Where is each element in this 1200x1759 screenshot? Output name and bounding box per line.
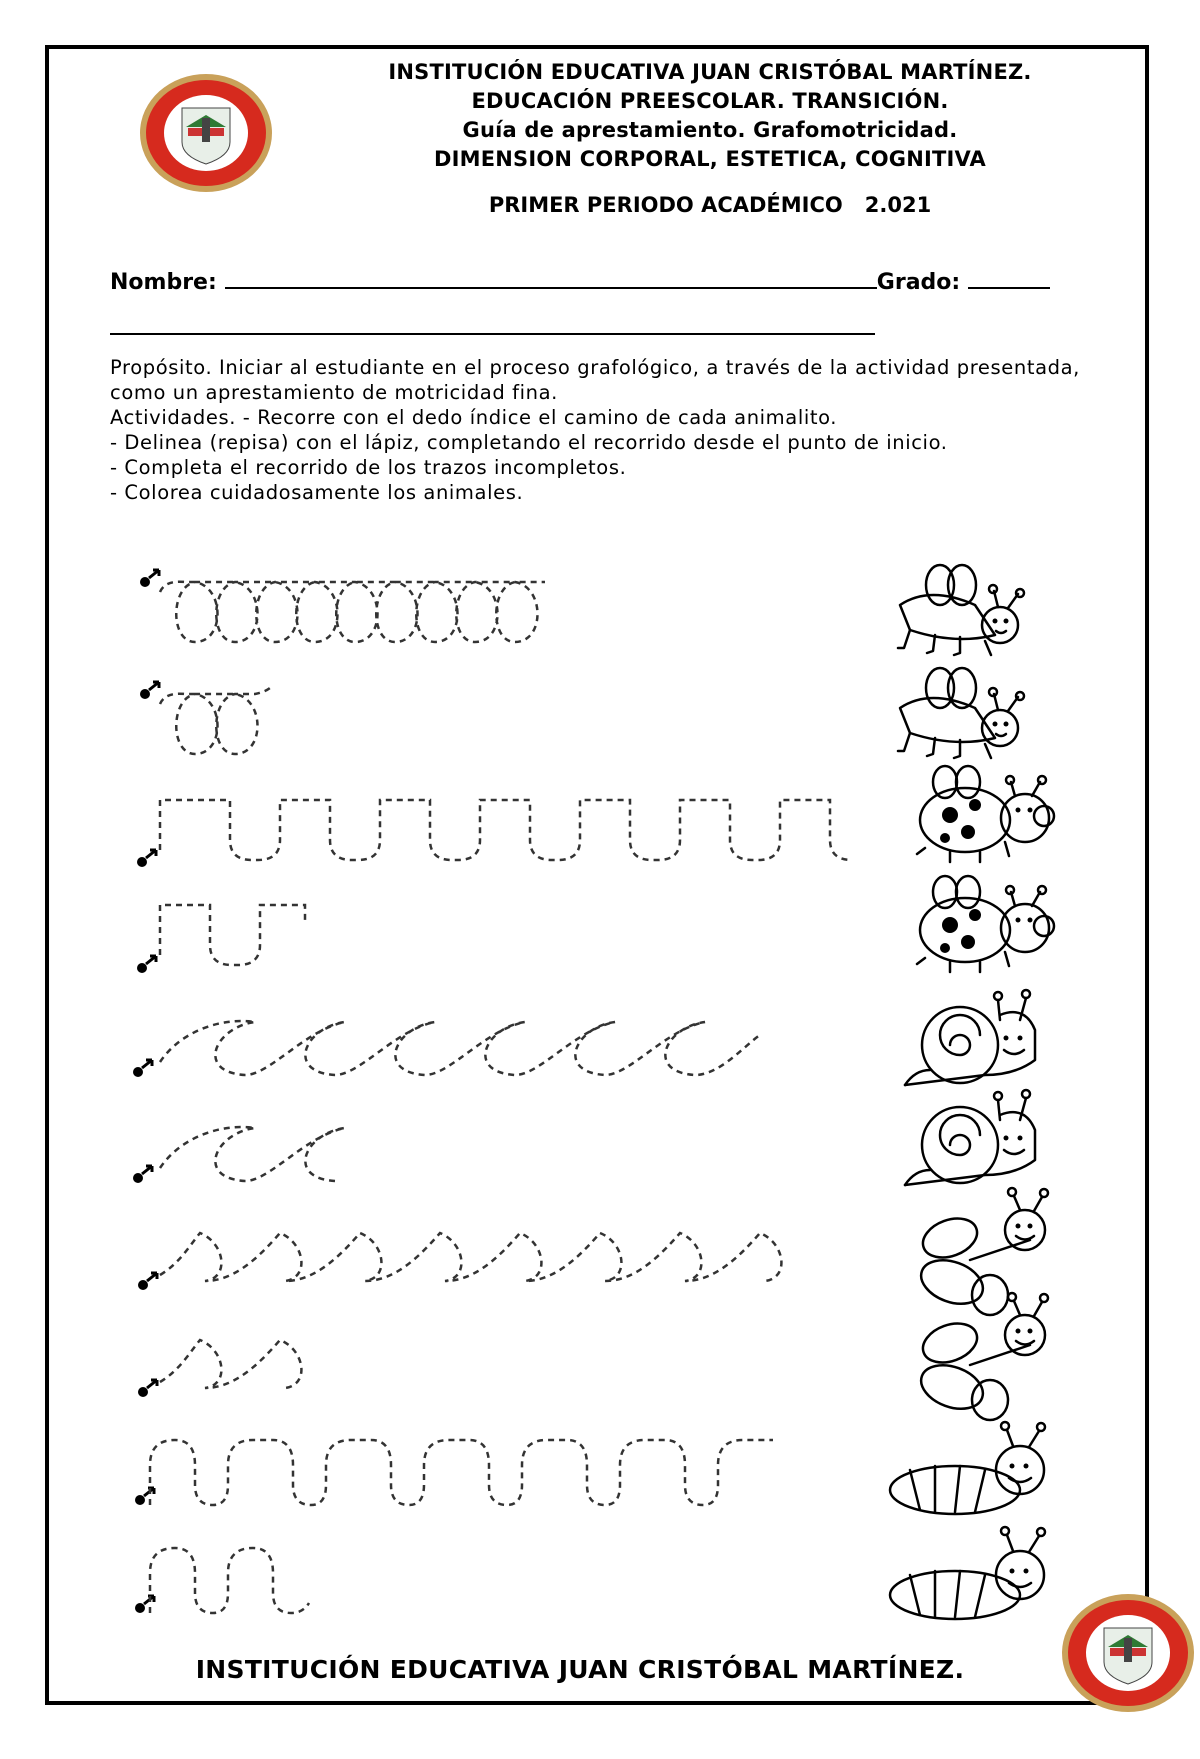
start-point-icon [133, 1166, 152, 1183]
ladybug-icon [917, 766, 1054, 862]
grasshopper-icon [898, 565, 1024, 655]
activity-item-3: - Colorea cuidadosamente los animales. [110, 481, 524, 504]
exercise-row-loops [140, 565, 1024, 655]
butterfly-icon [915, 1188, 1048, 1315]
snail-icon [905, 990, 1035, 1085]
grasshopper-icon [898, 668, 1024, 758]
activity-item-1: - Delinea (repisa) con el lápiz, completando el recorrido desde el punto de inicio. [110, 431, 948, 454]
exercise-row-c-curves-incomplete [133, 1090, 1035, 1185]
exercise-row-m-arches-incomplete [135, 1527, 1045, 1619]
exercise-row-square-waves [137, 766, 1054, 867]
period-year: 2.021 [864, 193, 932, 217]
purpose-text: Propósito. Iniciar al estudiante en el proceso grafológico, a través de la actividad presentada, como un aprestamiento de motricidad fina. [110, 356, 1080, 404]
activities-text: Actividades. - Recorre con el dedo índice el camino de cada animalito. [110, 406, 838, 429]
start-point-icon [138, 1380, 157, 1397]
name-label: Nombre: [110, 270, 217, 295]
exercise-row-loops-incomplete [140, 668, 1024, 758]
footer-institution: INSTITUCIÓN EDUCATIVA JUAN CRISTÓBAL MARTÍNEZ. [195, 1655, 965, 1684]
start-point-icon [137, 850, 156, 867]
start-point-icon [140, 570, 159, 587]
grade-label: Grado: [876, 270, 961, 295]
start-point-icon [133, 1060, 152, 1077]
start-point-icon [138, 1273, 157, 1290]
period-label: PRIMER PERIODO ACADÉMICO [488, 193, 843, 217]
start-point-icon [137, 956, 156, 973]
exercise-row-c-curves [133, 990, 1035, 1085]
exercise-row-peaks-incomplete [138, 1293, 1048, 1420]
level-title: EDUCACIÓN PREESCOLAR. TRANSICIÓN. [471, 89, 949, 113]
institution-title: INSTITUCIÓN EDUCATIVA JUAN CRISTÓBAL MARTÍNEZ. [388, 60, 1032, 84]
exercise-row-square-waves-incomplete [137, 876, 1054, 973]
snail-icon [905, 1090, 1035, 1185]
dimension-title: DIMENSION CORPORAL, ESTETICA, COGNITIVA [433, 147, 987, 171]
exercise-row-peaks [138, 1188, 1048, 1315]
guide-title: Guía de aprestamiento. Grafomotricidad. [462, 118, 958, 142]
caterpillar-icon [890, 1422, 1045, 1514]
start-point-icon [140, 682, 159, 699]
exercise-row-m-arches [135, 1422, 1045, 1514]
activity-item-2: - Completa el recorrido de los trazos incompletos. [110, 456, 627, 479]
caterpillar-icon [890, 1527, 1045, 1619]
ladybug-icon [917, 876, 1054, 972]
school-seal-logo-footer [1060, 1592, 1196, 1714]
